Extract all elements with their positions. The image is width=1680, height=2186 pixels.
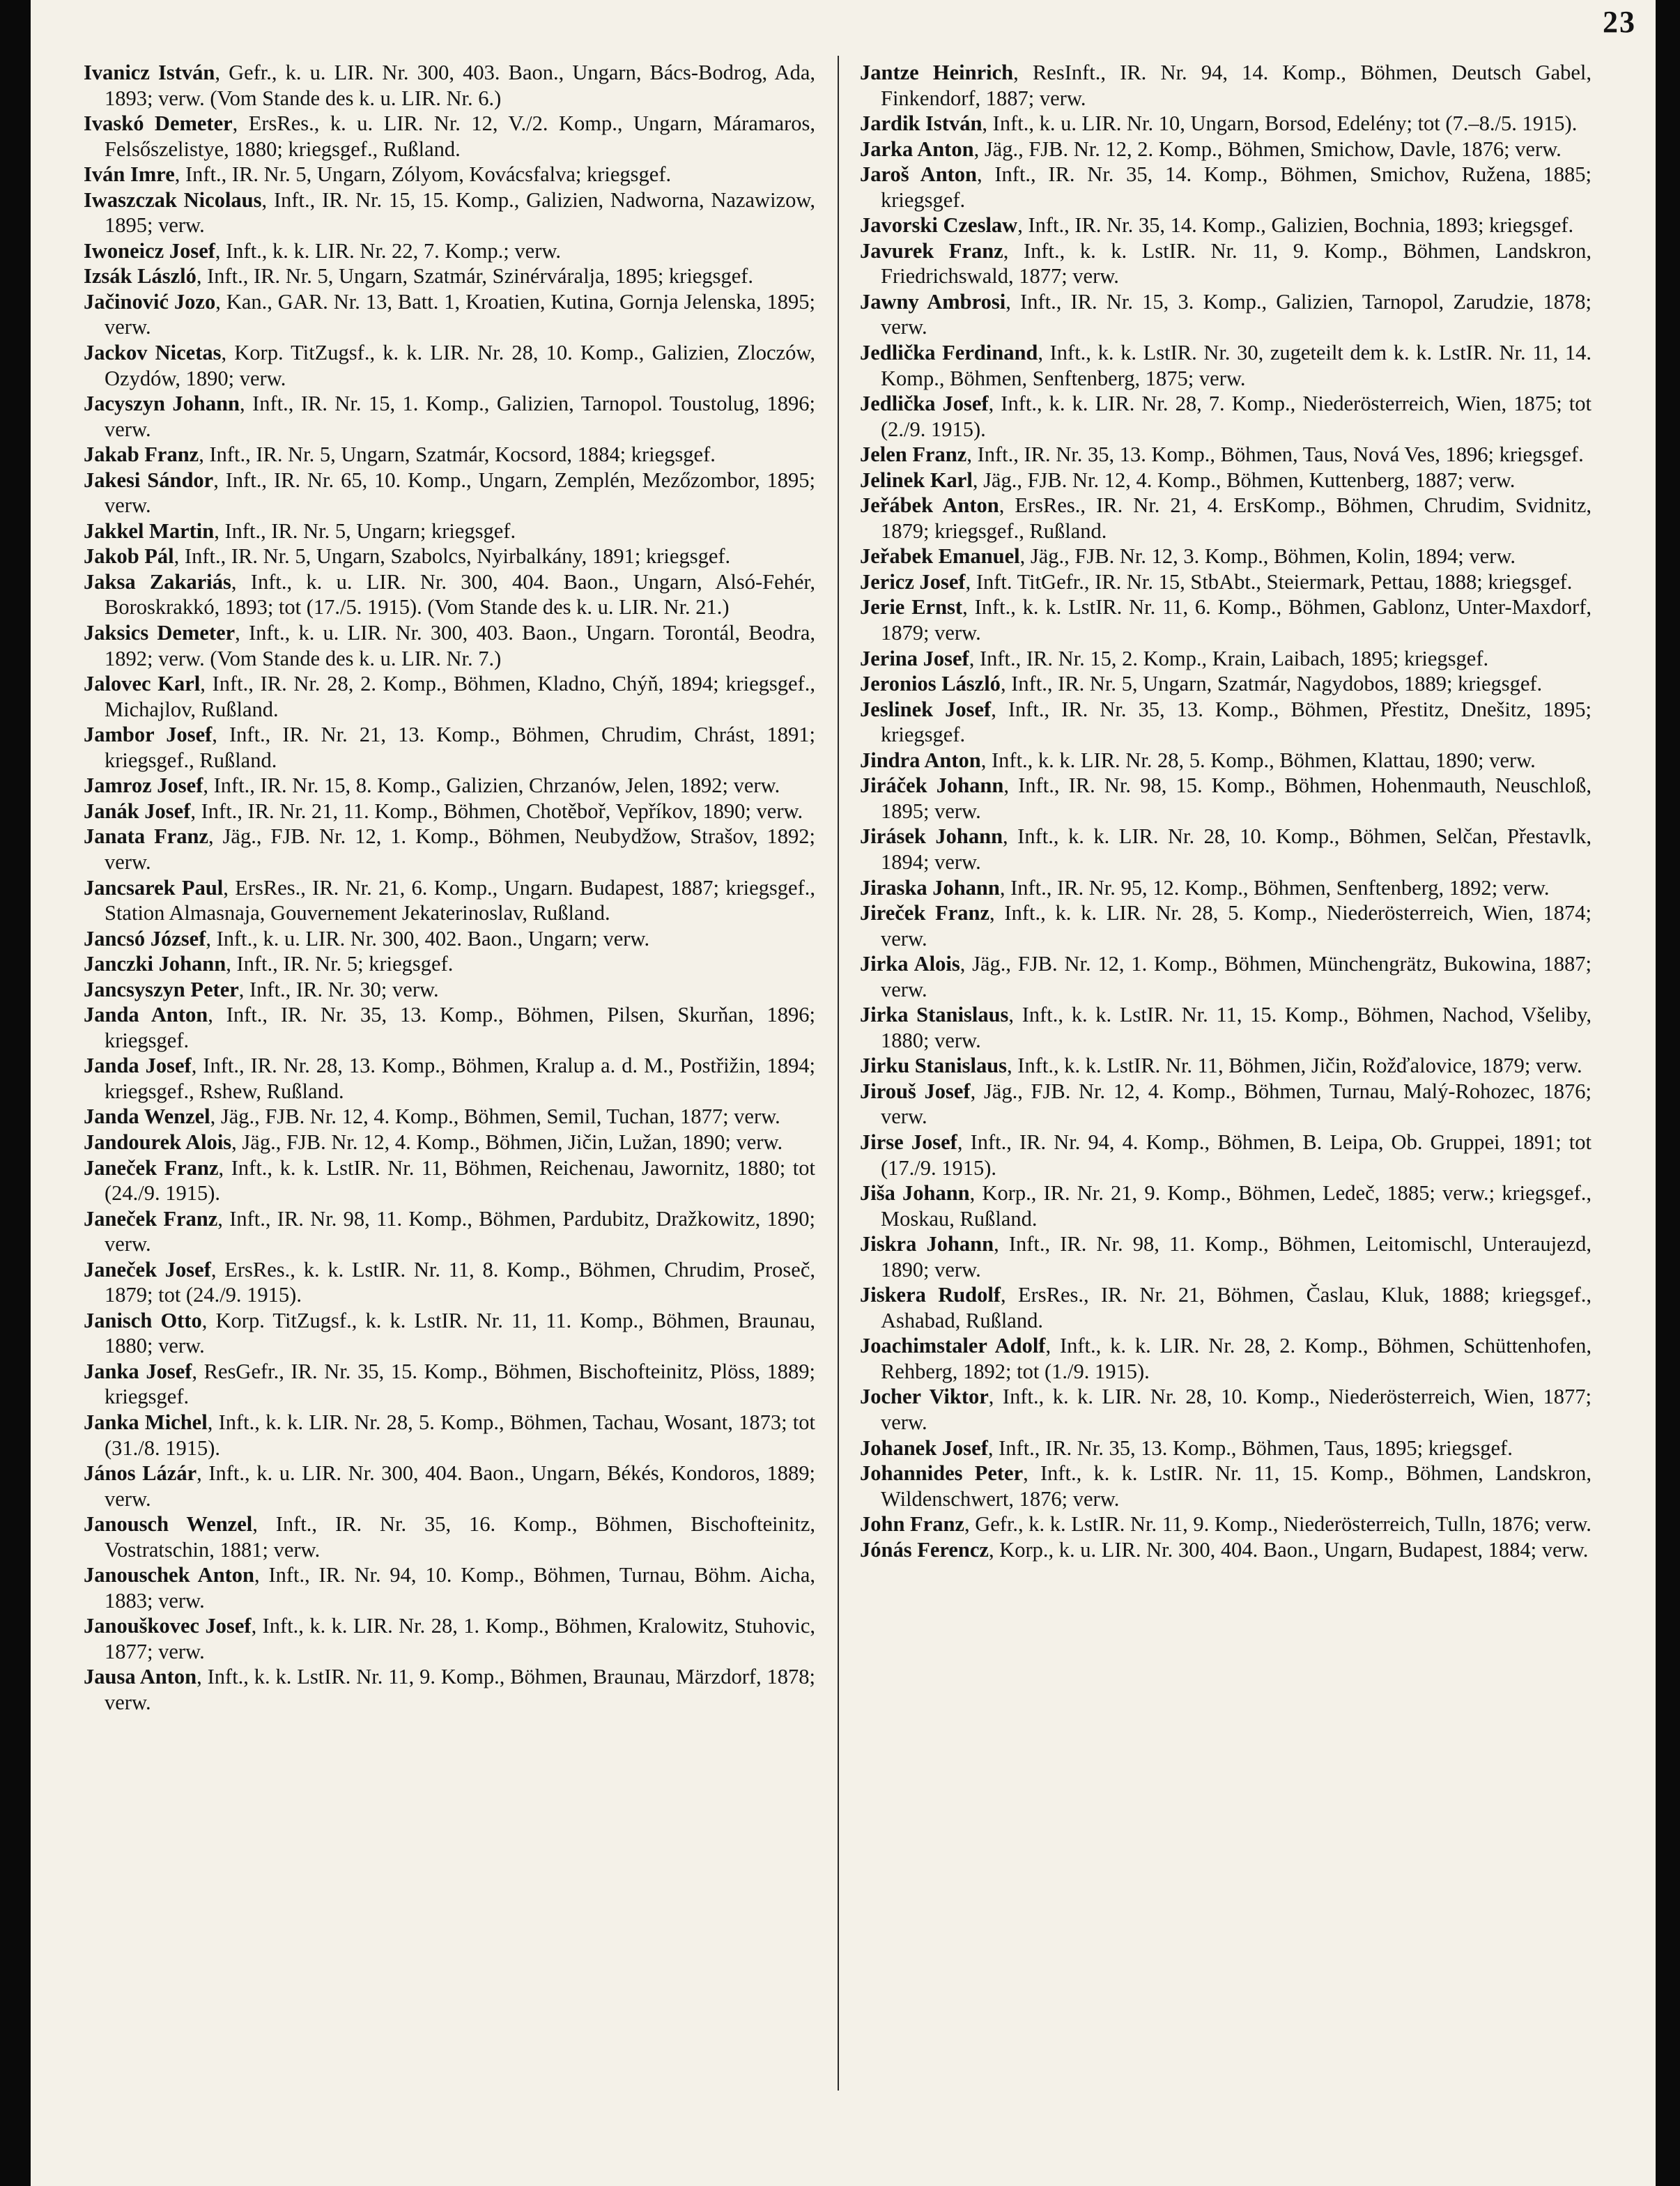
entry-name: Jelen Franz bbox=[860, 442, 967, 467]
entry-name: Jausa Anton bbox=[84, 1665, 197, 1689]
left-column bbox=[84, 60, 815, 1716]
casualty-entry bbox=[84, 391, 815, 442]
casualty-entry bbox=[84, 111, 815, 162]
casualty-entry bbox=[860, 213, 1592, 238]
casualty-entry bbox=[84, 722, 815, 773]
casualty-entry bbox=[84, 1664, 815, 1715]
entry-details: , Inft., k. k. LIR. Nr. 28, 5. Komp., Böhmen, Tachau, Wosant, 1873; tot (31./8. 1915). bbox=[105, 1410, 816, 1460]
entry-details: , Gefr., k. u. LIR. Nr. 300, 403. Baon., Ungarn, Bács-Bodrog, Ada, 1893; verw. (Vom Stande des k. u. LIR. Nr. 6.) bbox=[105, 61, 815, 110]
entry-name: Janata Franz bbox=[84, 824, 208, 849]
entry-name: Joachimstaler Adolf bbox=[860, 1334, 1046, 1358]
entry-name: János Lázár bbox=[84, 1461, 197, 1486]
entry-name: Jirka Stanislaus bbox=[860, 1003, 1009, 1027]
entry-name: Janouschek Anton bbox=[84, 1563, 255, 1587]
entry-name: Johanek Josef bbox=[860, 1435, 988, 1460]
casualty-entry bbox=[84, 1130, 815, 1155]
casualty-entry bbox=[860, 60, 1592, 111]
entry-name: Jalovec Karl bbox=[84, 672, 201, 696]
casualty-entry bbox=[860, 137, 1592, 162]
casualty-entry bbox=[860, 1053, 1592, 1079]
entry-details: , Inft., k. u. LIR. Nr. 300, 403. Baon., Ungarn. Torontál, Beodra, 1892; verw. (Vom Stande des k. u. LIR. Nr. 7.) bbox=[105, 621, 816, 670]
entry-details: , Jäg., FJB. Nr. 12, 3. Komp., Böhmen, Kolin, 1894; verw. bbox=[1019, 544, 1516, 569]
casualty-entry bbox=[84, 1461, 815, 1511]
casualty-entry bbox=[84, 569, 815, 620]
casualty-entry bbox=[860, 1333, 1592, 1384]
entry-details: , Inft., IR. Nr. 15, 15. Komp., Galizien, Nadworna, Nazawizow, 1895; verw. bbox=[105, 187, 816, 238]
entry-name: Jeronios László bbox=[860, 672, 1001, 696]
casualty-entry bbox=[84, 518, 815, 544]
casualty-entry bbox=[860, 824, 1592, 875]
entry-details: , Inft., k. k. LstIR. Nr. 11, Böhmen, Reichenau, Jawornitz, 1880; tot (24./9. 1915). bbox=[105, 1155, 815, 1206]
entry-name: Jakob Pál bbox=[84, 544, 174, 569]
entry-name: Janczki Johann bbox=[84, 952, 226, 976]
entry-details: , Inft., IR. Nr. 5, Ungarn, Szatmár, Szinérváralja, 1895; kriegsgef. bbox=[196, 264, 754, 288]
entry-details: , Inft. TitGefr., IR. Nr. 15, StbAbt., Steiermark, Pettau, 1888; kriegsgef. bbox=[965, 569, 1573, 594]
entry-details: , Inft., k. k. LIR. Nr. 28, 1. Komp., Böhmen, Kralowitz, Stuhovic, 1877; verw. bbox=[105, 1614, 815, 1663]
casualty-entry bbox=[84, 1410, 815, 1461]
casualty-entry bbox=[860, 1002, 1592, 1053]
casualty-entry bbox=[84, 824, 815, 875]
entry-name: Jocher Viktor bbox=[860, 1385, 989, 1409]
casualty-entry bbox=[84, 1562, 815, 1613]
entry-name: Johannides Peter bbox=[860, 1461, 1024, 1486]
entry-details: , Inft., IR. Nr. 5, Ungarn, Szabolcs, Nyirbalkány, 1891; kriegsgef. bbox=[174, 544, 731, 569]
entry-name: Jarka Anton bbox=[860, 137, 974, 161]
casualty-entry bbox=[860, 748, 1592, 773]
casualty-entry bbox=[860, 773, 1592, 824]
casualty-entry bbox=[860, 340, 1592, 391]
entry-name: Iván Imre bbox=[84, 162, 175, 187]
casualty-entry bbox=[84, 340, 815, 391]
entry-name: Jackov Nicetas bbox=[84, 341, 222, 365]
casualty-entry bbox=[84, 951, 815, 977]
right-column bbox=[860, 60, 1592, 1562]
entry-name: Jiskra Johann bbox=[860, 1232, 994, 1256]
casualty-entry bbox=[860, 442, 1592, 468]
entry-name: Jancsyszyn Peter bbox=[84, 977, 239, 1001]
entry-details: , Inft., IR. Nr. 98, 15. Komp., Böhmen, Hohenmauth, Neuschloß, 1895; verw. bbox=[881, 773, 1592, 823]
entry-name: Jaksa Zakariás bbox=[84, 569, 231, 594]
casualty-entry bbox=[84, 263, 815, 289]
entry-details: , Inft., k. k. LIR. Nr. 28, 10. Komp., Niederösterreich, Wien, 1877; verw. bbox=[881, 1385, 1592, 1434]
entry-name: Jiša Johann bbox=[860, 1181, 970, 1206]
entry-name: Javurek Franz bbox=[860, 238, 1003, 263]
casualty-entry bbox=[860, 111, 1592, 137]
entry-name: Jardik István bbox=[860, 111, 982, 136]
entry-details: , Korp. TitZugsf., k. k. LIR. Nr. 28, 10. Komp., Galizien, Zloczów, Ozydów, 1890; verw. bbox=[105, 341, 815, 390]
casualty-entry bbox=[84, 238, 815, 264]
casualty-entry bbox=[860, 162, 1592, 213]
entry-name: Janda Wenzel bbox=[84, 1104, 210, 1129]
entry-name: Ivaskó Demeter bbox=[84, 111, 233, 136]
entry-name: Jeřábek Anton bbox=[860, 493, 999, 518]
casualty-entry bbox=[860, 594, 1592, 645]
entry-details: , Inft., k. k. LstIR. Nr. 11, 6. Komp., Böhmen, Gablonz, Unter-Maxdorf, 1879; verw. bbox=[881, 595, 1592, 645]
casualty-entry bbox=[860, 1435, 1592, 1461]
entry-name: Jindra Anton bbox=[860, 748, 981, 772]
entry-details: , Jäg., FJB. Nr. 12, 4. Komp., Böhmen, Kuttenberg, 1887; verw. bbox=[972, 468, 1516, 492]
entry-details: , ErsRes., IR. Nr. 21, Böhmen, Časlau, Kluk, 1888; kriegsgef., Ashabad, Rußland. bbox=[881, 1283, 1592, 1332]
entry-name: Jedlička Ferdinand bbox=[860, 341, 1038, 365]
entry-name: Iwaszczak Nicolaus bbox=[84, 187, 262, 212]
entry-details: , Inft., IR. Nr. 5, Ungarn; kriegsgef. bbox=[214, 518, 516, 543]
casualty-entry bbox=[860, 951, 1592, 1002]
entry-details: , Inft., k. k. LstIR. Nr. 11, 9. Komp., Böhmen, Landskron, Friedrichswald, 1877; verw. bbox=[881, 238, 1592, 288]
entry-details: , Inft., IR. Nr. 35, 13. Komp., Böhmen, Taus, 1895; kriegsgef. bbox=[987, 1435, 1513, 1460]
entry-details: , Inft., IR. Nr. 21, 11. Komp., Böhmen, Chotěboř, Vepříkov, 1890; verw. bbox=[190, 799, 803, 823]
entry-details: , Inft., IR. Nr. 5, Ungarn, Szatmár, Nagydobos, 1889; kriegsgef. bbox=[1000, 672, 1543, 696]
entry-name: Jačinović Jozo bbox=[84, 289, 216, 314]
entry-details: , Inft., k. k. LIR. Nr. 22, 7. Komp.; verw. bbox=[215, 238, 562, 263]
entry-name: Jaksics Demeter bbox=[84, 621, 236, 645]
casualty-entry bbox=[84, 289, 815, 340]
entry-details: , Jäg., FJB. Nr. 12, 1. Komp., Böhmen, Münchengrätz, Bukowina, 1887; verw. bbox=[881, 952, 1592, 1001]
casualty-entry bbox=[860, 697, 1592, 748]
casualty-entry bbox=[860, 1130, 1592, 1180]
entry-name: Jiráček Johann bbox=[860, 773, 1004, 798]
entry-name: Jakkel Martin bbox=[84, 518, 215, 543]
document-page bbox=[31, 0, 1656, 2186]
entry-details: , Inft., IR. Nr. 5; kriegsgef. bbox=[226, 952, 454, 976]
entry-details: , Inft., IR. Nr. 35, 14. Komp., Böhmen, Smichov, Ruženа, 1885; kriegsgef. bbox=[881, 162, 1592, 212]
entry-details: , Inft., k. k. LIR. Nr. 28, 2. Komp., Böhmen, Schüttenhofen, Rehberg, 1892; tot (1./9. 1915). bbox=[881, 1334, 1592, 1383]
entry-name: Janda Josef bbox=[84, 1054, 192, 1078]
casualty-entry bbox=[84, 1206, 815, 1257]
entry-details: , Inft., IR. Nr. 5, Ungarn, Zólyom, Kovácsfalva; kriegsgef. bbox=[174, 162, 672, 187]
entry-name: Jamroz Josef bbox=[84, 773, 203, 798]
entry-name: Jeslinek Josef bbox=[860, 697, 992, 721]
casualty-entry bbox=[84, 1613, 815, 1664]
casualty-entry bbox=[84, 1155, 815, 1206]
entry-name: Jirse Josef bbox=[860, 1130, 957, 1154]
casualty-entry bbox=[860, 646, 1592, 672]
entry-name: Jiraska Johann bbox=[860, 875, 1000, 900]
entry-details: , Inft., IR. Nr. 35, 13. Komp., Böhmen, Taus, Nová Ves, 1896; kriegsgef. bbox=[966, 442, 1584, 467]
entry-name: Izsák László bbox=[84, 264, 196, 288]
entry-details: , Inft., k. k. LIR. Nr. 28, 5. Komp., Niederösterreich, Wien, 1874; verw. bbox=[881, 901, 1592, 950]
entry-name: Janka Michel bbox=[84, 1410, 208, 1434]
casualty-entry bbox=[84, 620, 815, 671]
entry-details: , Korp. TitZugsf., k. k. LstIR. Nr. 11, 11. Komp., Böhmen, Braunau, 1880; verw. bbox=[105, 1308, 816, 1358]
entry-details: , Inft., k. k. LstIR. Nr. 30, zugeteilt dem k. k. LstIR. Nr. 11, 14. Komp., Böhmen, Senftenberg, 1875; verw. bbox=[881, 341, 1592, 390]
entry-details: , Inft., IR. Nr. 98, 11. Komp., Böhmen, Pardubitz, Dražkowitz, 1890; verw. bbox=[105, 1206, 815, 1256]
entry-name: Iwoneicz Josef bbox=[84, 238, 215, 263]
entry-name: Jeřabek Emanuel bbox=[860, 544, 1020, 569]
entry-details: , ErsRes., IR. Nr. 21, 4. ErsKomp., Böhmen, Chrudim, Svidnitz, 1879; kriegsgef., Rußland. bbox=[881, 493, 1592, 543]
entry-name: Janeček Franz bbox=[84, 1155, 219, 1180]
entry-name: Ivanicz István bbox=[84, 61, 215, 84]
entry-details: , Inft., IR. Nr. 15, 1. Komp., Galizien, Tarnopol. Toustolug, 1896; verw. bbox=[105, 392, 815, 441]
entry-name: Janda Anton bbox=[84, 1003, 208, 1027]
entry-name: Janousch Wenzel bbox=[84, 1512, 253, 1537]
entry-name: Jónás Ferencz bbox=[860, 1537, 989, 1562]
casualty-entry bbox=[84, 671, 815, 722]
casualty-entry bbox=[84, 60, 815, 111]
entry-name: Jericz Josef bbox=[860, 569, 966, 594]
casualty-entry bbox=[84, 544, 815, 569]
casualty-entry bbox=[84, 1104, 815, 1130]
casualty-entry bbox=[860, 900, 1592, 951]
entry-details: , Inft., IR. Nr. 65, 10. Komp., Ungarn, Zemplén, Mezőzombor, 1895; verw. bbox=[105, 468, 815, 518]
casualty-entry bbox=[84, 187, 815, 238]
entry-details: , Jäg., FJB. Nr. 12, 1. Komp., Böhmen, Neubydžow, Strašov, 1892; verw. bbox=[105, 824, 815, 874]
casualty-entry bbox=[860, 468, 1592, 493]
entry-details: , Inft., k. k. LstIR. Nr. 11, 15. Komp., Böhmen, Nachod, Všeliby, 1880; verw. bbox=[881, 1003, 1592, 1052]
casualty-entry bbox=[84, 468, 815, 518]
entry-name: Jandourek Alois bbox=[84, 1130, 232, 1154]
casualty-entry bbox=[84, 773, 815, 799]
casualty-entry bbox=[84, 875, 815, 926]
entry-details: , Inft., IR. Nr. 21, 13. Komp., Böhmen, Chrudim, Chrást, 1891; kriegsgef., Rußland. bbox=[105, 723, 815, 772]
casualty-entry bbox=[860, 391, 1592, 442]
entry-details: , Jäg., FJB. Nr. 12, 2. Komp., Böhmen, Smichow, Davle, 1876; verw. bbox=[973, 137, 1562, 161]
casualty-entry bbox=[860, 1537, 1592, 1563]
entry-details: , Jäg., FJB. Nr. 12, 4. Komp., Böhmen, Turnau, Malý-Rohozec, 1876; verw. bbox=[881, 1079, 1592, 1129]
casualty-entry bbox=[84, 977, 815, 1003]
casualty-entry bbox=[860, 569, 1592, 595]
entry-details: , Inft., IR. Nr. 30; verw. bbox=[238, 977, 439, 1001]
entry-details: , Inft., IR. Nr. 35, 13. Komp., Böhmen, Přestitz, Dnešitz, 1895; kriegsgef. bbox=[881, 697, 1592, 747]
entry-details: , Inft., IR. Nr. 28, 13. Komp., Böhmen, Kralup a. d. M., Postřižin, 1894; kriegsgef., Rshew, Rußland. bbox=[105, 1054, 815, 1103]
entry-details: , Inft., k. k. LstIR. Nr. 11, 9. Komp., Böhmen, Braunau, Märzdorf, 1878; verw. bbox=[105, 1665, 816, 1714]
entry-name: Jirka Alois bbox=[860, 952, 960, 976]
casualty-entry bbox=[860, 289, 1592, 340]
entry-details: , Inft., k. u. LIR. Nr. 300, 404. Baon., Ungarn, Békés, Kondoros, 1889; verw. bbox=[105, 1461, 815, 1511]
entry-name: Jambor Josef bbox=[84, 723, 213, 747]
entry-details: , Inft., k. k. LIR. Nr. 28, 10. Komp., Böhmen, Selčan, Přestavlk, 1894; verw. bbox=[881, 824, 1592, 874]
entry-name: Javorski Czeslaw bbox=[860, 213, 1018, 238]
casualty-entry bbox=[84, 1257, 815, 1308]
casualty-entry bbox=[84, 1002, 815, 1053]
entry-name: Janák Josef bbox=[84, 799, 191, 823]
casualty-entry bbox=[84, 1308, 815, 1359]
entry-name: Janisch Otto bbox=[84, 1308, 202, 1332]
casualty-entry bbox=[84, 162, 815, 187]
casualty-entry bbox=[860, 1282, 1592, 1333]
casualty-entry bbox=[84, 442, 815, 468]
casualty-entry bbox=[860, 1384, 1592, 1435]
entry-details: , ResGefr., IR. Nr. 35, 15. Komp., Böhmen, Bischofteinitz, Plöss, 1889; kriegsgef. bbox=[105, 1359, 815, 1409]
entry-details: , Inft., IR. Nr. 94, 10. Komp., Böhmen, Turnau, Böhm. Aicha, 1883; verw. bbox=[105, 1563, 815, 1612]
entry-details: , Inft., IR. Nr. 15, 8. Komp., Galizien, Chrzanów, Jelen, 1892; verw. bbox=[203, 773, 780, 798]
entry-details: , Inft., IR. Nr. 98, 11. Komp., Böhmen, Leitomischl, Unteraujezd, 1890; verw. bbox=[881, 1232, 1592, 1281]
entry-details: , Inft., IR. Nr. 35, 16. Komp., Böhmen, Bischofteinitz, Vostratschin, 1881; verw. bbox=[105, 1512, 815, 1562]
casualty-entry bbox=[860, 875, 1592, 901]
entry-details: , ErsRes., k. k. LstIR. Nr. 11, 8. Komp., Böhmen, Chrudim, Proseč, 1879; tot (24./9. 1915). bbox=[105, 1257, 815, 1307]
column-divider bbox=[838, 56, 839, 2091]
entry-details: , Inft., IR. Nr. 94, 4. Komp., Böhmen, B. Leipa, Ob. Gruppei, 1891; tot (17./9. 1915). bbox=[881, 1130, 1592, 1180]
entry-details: , Gefr., k. k. LstIR. Nr. 11, 9. Komp., Niederösterreich, Tulln, 1876; verw. bbox=[964, 1512, 1592, 1537]
casualty-entry bbox=[860, 493, 1592, 544]
casualty-entry bbox=[860, 238, 1592, 289]
entry-details: , Korp., IR. Nr. 21, 9. Komp., Böhmen, Ledeč, 1885; verw.; kriegsgef., Moskau, Rußland. bbox=[881, 1181, 1592, 1231]
entry-details: , Inft., k. k. LstIR. Nr. 11, Böhmen, Jičin, Rožďalovice, 1879; verw. bbox=[1007, 1054, 1582, 1078]
entry-details: , Inft., IR. Nr. 28, 2. Komp., Böhmen, Kladno, Chýň, 1894; kriegsgef., Michajlov, Rußland. bbox=[105, 672, 815, 721]
casualty-entry bbox=[860, 1079, 1592, 1130]
entry-details: , Inft., k. u. LIR. Nr. 300, 404. Baon., Ungarn, Alsó-Fehér, Boroskrakkó, 1893; tot (17./5. 1915). (Vom Stande des k. u. LIR. Nr. 21.) bbox=[105, 569, 815, 619]
entry-name: Jawny Ambrosi bbox=[860, 289, 1006, 314]
entry-name: Janeček Franz bbox=[84, 1206, 218, 1231]
casualty-entry bbox=[84, 1053, 815, 1104]
entry-name: Jelinek Karl bbox=[860, 468, 973, 492]
entry-name: Janeček Josef bbox=[84, 1257, 211, 1281]
entry-name: Jiskera Rudolf bbox=[860, 1283, 1001, 1307]
entry-details: , ResInft., IR. Nr. 94, 14. Komp., Böhmen, Deutsch Gabel, Finkendorf, 1887; verw. bbox=[881, 61, 1592, 110]
entry-name: Jirku Stanislaus bbox=[860, 1054, 1008, 1078]
entry-name: Jireček Franz bbox=[860, 901, 989, 925]
entry-details: , Inft., k. k. LstIR. Nr. 11, 15. Komp., Böhmen, Landskron, Wildenschwert, 1876; verw. bbox=[881, 1461, 1592, 1511]
entry-details: , ErsRes., k. u. LIR. Nr. 12, V./2. Komp., Ungarn, Máramaros, Felsőszelistye, 1880; kriegsgef., Rußland. bbox=[105, 111, 815, 161]
entry-name: Jaroš Anton bbox=[860, 162, 978, 187]
entry-details: , Korp., k. u. LIR. Nr. 300, 404. Baon., Ungarn, Budapest, 1884; verw. bbox=[988, 1537, 1589, 1562]
casualty-entry bbox=[84, 1511, 815, 1562]
entry-details: , Inft., k. u. LIR. Nr. 300, 402. Baon., Ungarn; verw. bbox=[206, 926, 650, 950]
entry-name: John Franz bbox=[860, 1512, 964, 1537]
entry-name: Jedlička Josef bbox=[860, 392, 989, 416]
entry-name: Jantze Heinrich bbox=[860, 61, 1014, 84]
entry-name: Jerie Ernst bbox=[860, 595, 963, 619]
entry-details: , Inft., IR. Nr. 35, 14. Komp., Galizien, Bochnia, 1893; kriegsgef. bbox=[1017, 213, 1574, 238]
entry-name: Janouškovec Josef bbox=[84, 1614, 252, 1638]
entry-name: Jancsarek Paul bbox=[84, 875, 224, 900]
entry-details: , Inft., k. k. LIR. Nr. 28, 7. Komp., Niederösterreich, Wien, 1875; tot (2./9. 1915). bbox=[881, 392, 1592, 441]
casualty-entry bbox=[84, 926, 815, 952]
entry-details: , Inft., IR. Nr. 15, 3. Komp., Galizien, Tarnopol, Zarudzie, 1878; verw. bbox=[881, 289, 1592, 339]
casualty-entry bbox=[860, 1461, 1592, 1511]
entry-name: Jirásek Johann bbox=[860, 824, 1003, 849]
casualty-entry bbox=[860, 1180, 1592, 1231]
entry-details: , Inft., k. k. LIR. Nr. 28, 5. Komp., Böhmen, Klattau, 1890; verw. bbox=[980, 748, 1536, 772]
entry-details: , Inft., IR. Nr. 5, Ungarn, Szatmár, Kocsord, 1884; kriegsgef. bbox=[199, 442, 716, 467]
entry-name: Jakab Franz bbox=[84, 442, 199, 467]
casualty-entry bbox=[84, 799, 815, 824]
entry-details: , Kan., GAR. Nr. 13, Batt. 1, Kroatien, Kutina, Gornja Jelenska, 1895; verw. bbox=[105, 289, 815, 339]
entry-details: , Inft., IR. Nr. 95, 12. Komp., Böhmen, Senftenberg, 1892; verw. bbox=[999, 875, 1550, 900]
entry-name: Jacyszyn Johann bbox=[84, 392, 240, 416]
entry-details: , ErsRes., IR. Nr. 21, 6. Komp., Ungarn. Budapest, 1887; kriegsgef., Station Almasnaja, Gouvernement Jekaterinoslav, Rußland. bbox=[105, 875, 815, 925]
casualty-entry bbox=[84, 1359, 815, 1410]
entry-name: Jerina Josef bbox=[860, 646, 969, 670]
entry-name: Jirouš Josef bbox=[860, 1079, 971, 1103]
casualty-entry bbox=[860, 1511, 1592, 1537]
entry-details: , Inft., k. u. LIR. Nr. 10, Ungarn, Borsod, Edelény; tot (7.–8./5. 1915). bbox=[982, 111, 1578, 136]
entry-name: Janka Josef bbox=[84, 1359, 192, 1383]
page-number: 23 bbox=[1603, 5, 1636, 39]
casualty-entry bbox=[860, 1231, 1592, 1282]
casualty-entry bbox=[860, 544, 1592, 569]
entry-details: , Inft., IR. Nr. 15, 2. Komp., Krain, Laibach, 1895; kriegsgef. bbox=[969, 646, 1489, 670]
entry-name: Jakesi Sándor bbox=[84, 468, 214, 492]
entry-details: , Inft., IR. Nr. 35, 13. Komp., Böhmen, Pilsen, Skurňan, 1896; kriegsgef. bbox=[105, 1003, 815, 1052]
casualty-entry bbox=[860, 671, 1592, 697]
entry-details: , Jäg., FJB. Nr. 12, 4. Komp., Böhmen, Semil, Tuchan, 1877; verw. bbox=[210, 1104, 780, 1129]
entry-details: , Jäg., FJB. Nr. 12, 4. Komp., Böhmen, Jičin, Lužan, 1890; verw. bbox=[231, 1130, 783, 1154]
entry-name: Jancsó József bbox=[84, 926, 206, 950]
